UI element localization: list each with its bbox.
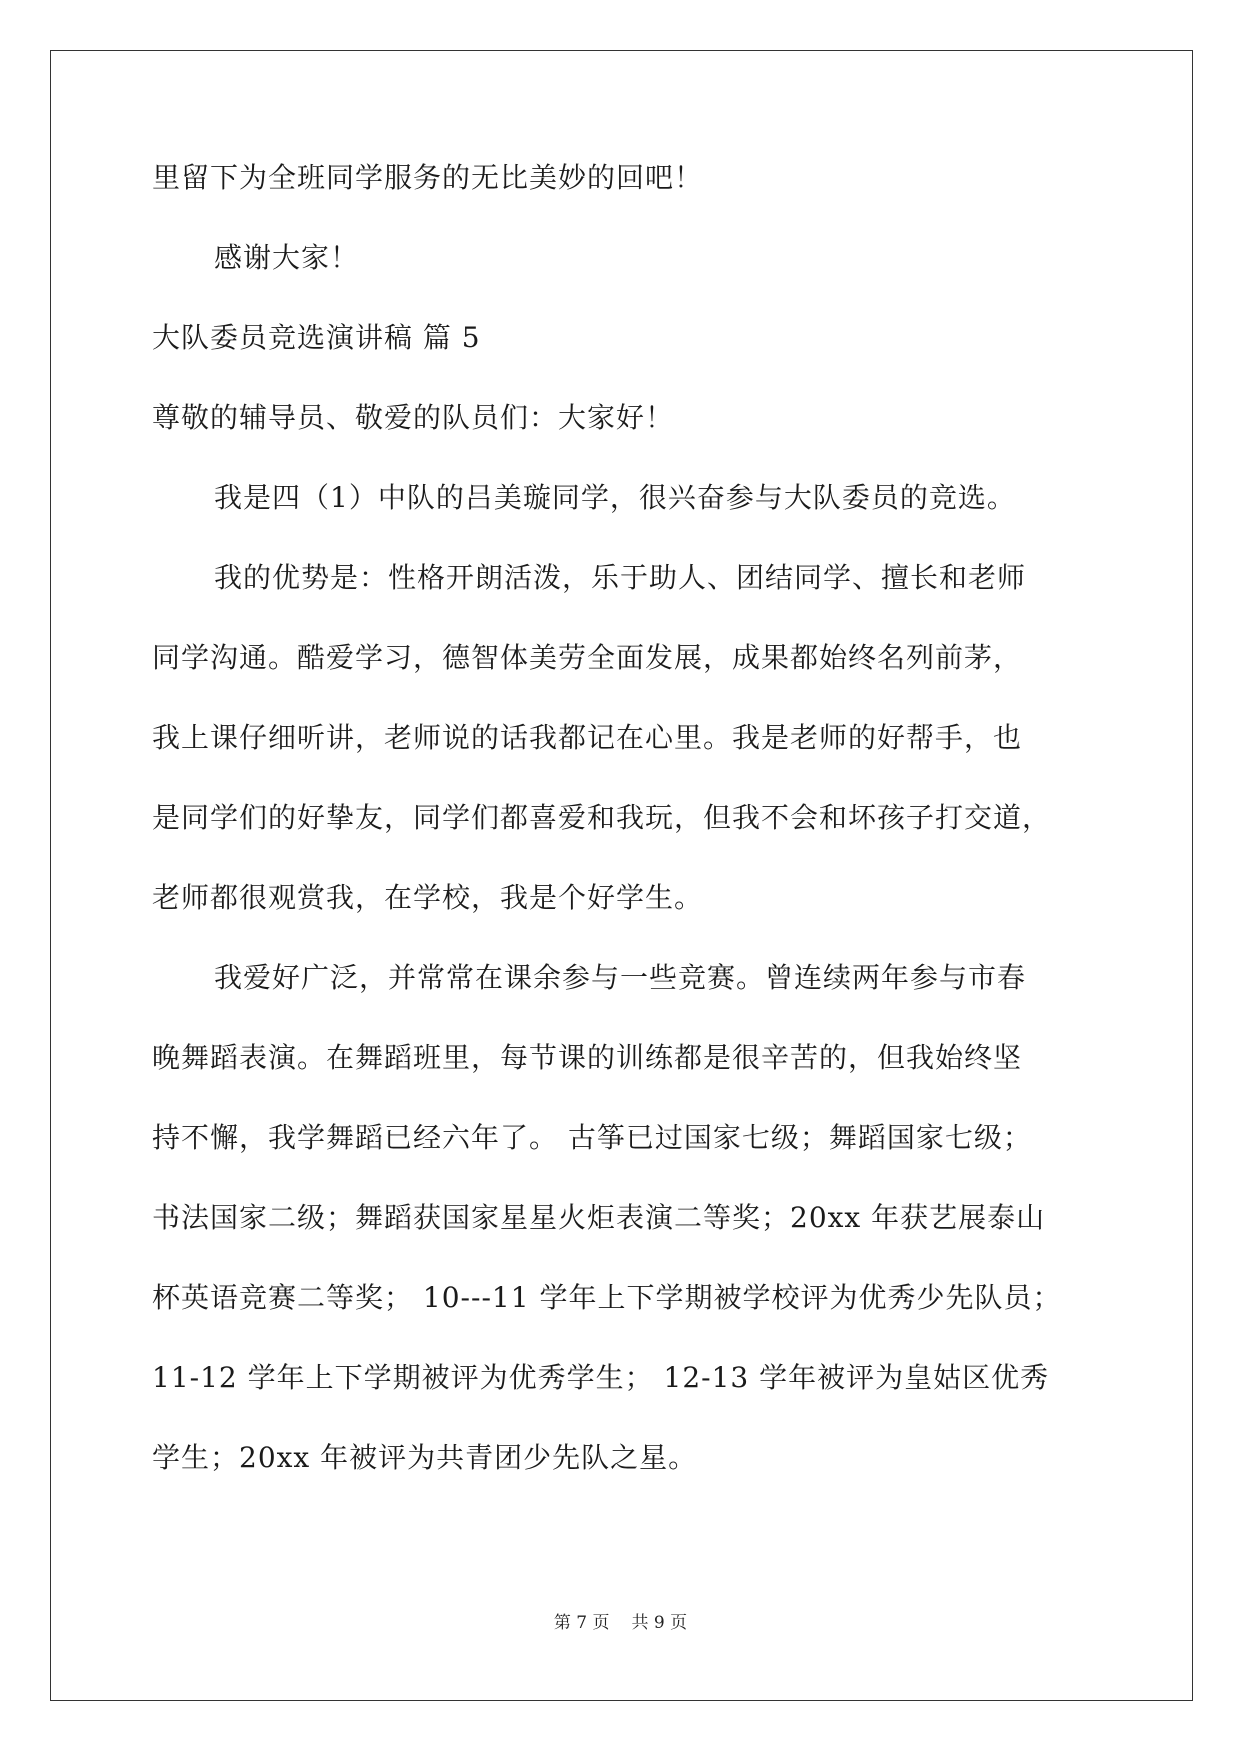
- text-line: 老师都很观赏我，在学校，我是个好学生。: [152, 881, 704, 914]
- page-footer: [0, 1608, 1241, 1633]
- text-line: 持不懈，我学舞蹈已经六年了。 古筝已过国家七级；舞蹈国家七级；: [152, 1121, 1032, 1154]
- salutation: 尊敬的辅导员、敬爱的队员们：大家好！: [152, 401, 675, 434]
- text-line: 杯英语竞赛二等奖； 10---11 学年上下学期被学校评为优秀少先队员；: [152, 1281, 1062, 1314]
- page-total: 共 9 页: [631, 1613, 688, 1633]
- text-line: 是同学们的好挚友，同学们都喜爱和我玩，但我不会和坏孩子打交道，: [152, 801, 1052, 834]
- page-number: 第 7 页: [553, 1613, 610, 1633]
- text-line: 我上课仔细听讲，老师说的话我都记在心里。我是老师的好帮手，也: [152, 721, 1023, 754]
- text-line: 我的优势是：性格开朗活泼，乐于助人、团结同学、擅长和老师: [214, 561, 1027, 594]
- text-line: 我爱好广泛，并常常在课余参与一些竞赛。曾连续两年参与市春: [214, 961, 1027, 994]
- text-line: 同学沟通。酷爱学习，德智体美劳全面发展，成果都始终名列前茅，: [152, 641, 1023, 674]
- text-line: 晚舞蹈表演。在舞蹈班里，每节课的训练都是很辛苦的，但我始终坚: [152, 1041, 1023, 1074]
- text-line: 我是四（1）中队的吕美璇同学，很兴奋参与大队委员的竞选。: [214, 481, 1016, 514]
- text-line: 感谢大家！: [214, 241, 360, 274]
- text-line: 书法国家二级；舞蹈获国家星星火炬表演二等奖；20xx 年获艺展泰山: [152, 1201, 1046, 1234]
- section-heading: 大队委员竞选演讲稿 篇 5: [152, 321, 481, 354]
- text-line: 里留下为全班同学服务的无比美妙的回吧！: [152, 161, 704, 194]
- text-line: 学生；20xx 年被评为共青团少先队之星。: [152, 1441, 698, 1474]
- text-line: 11-12 学年上下学期被评为优秀学生； 12-13 学年被评为皇姑区优秀: [152, 1361, 1050, 1394]
